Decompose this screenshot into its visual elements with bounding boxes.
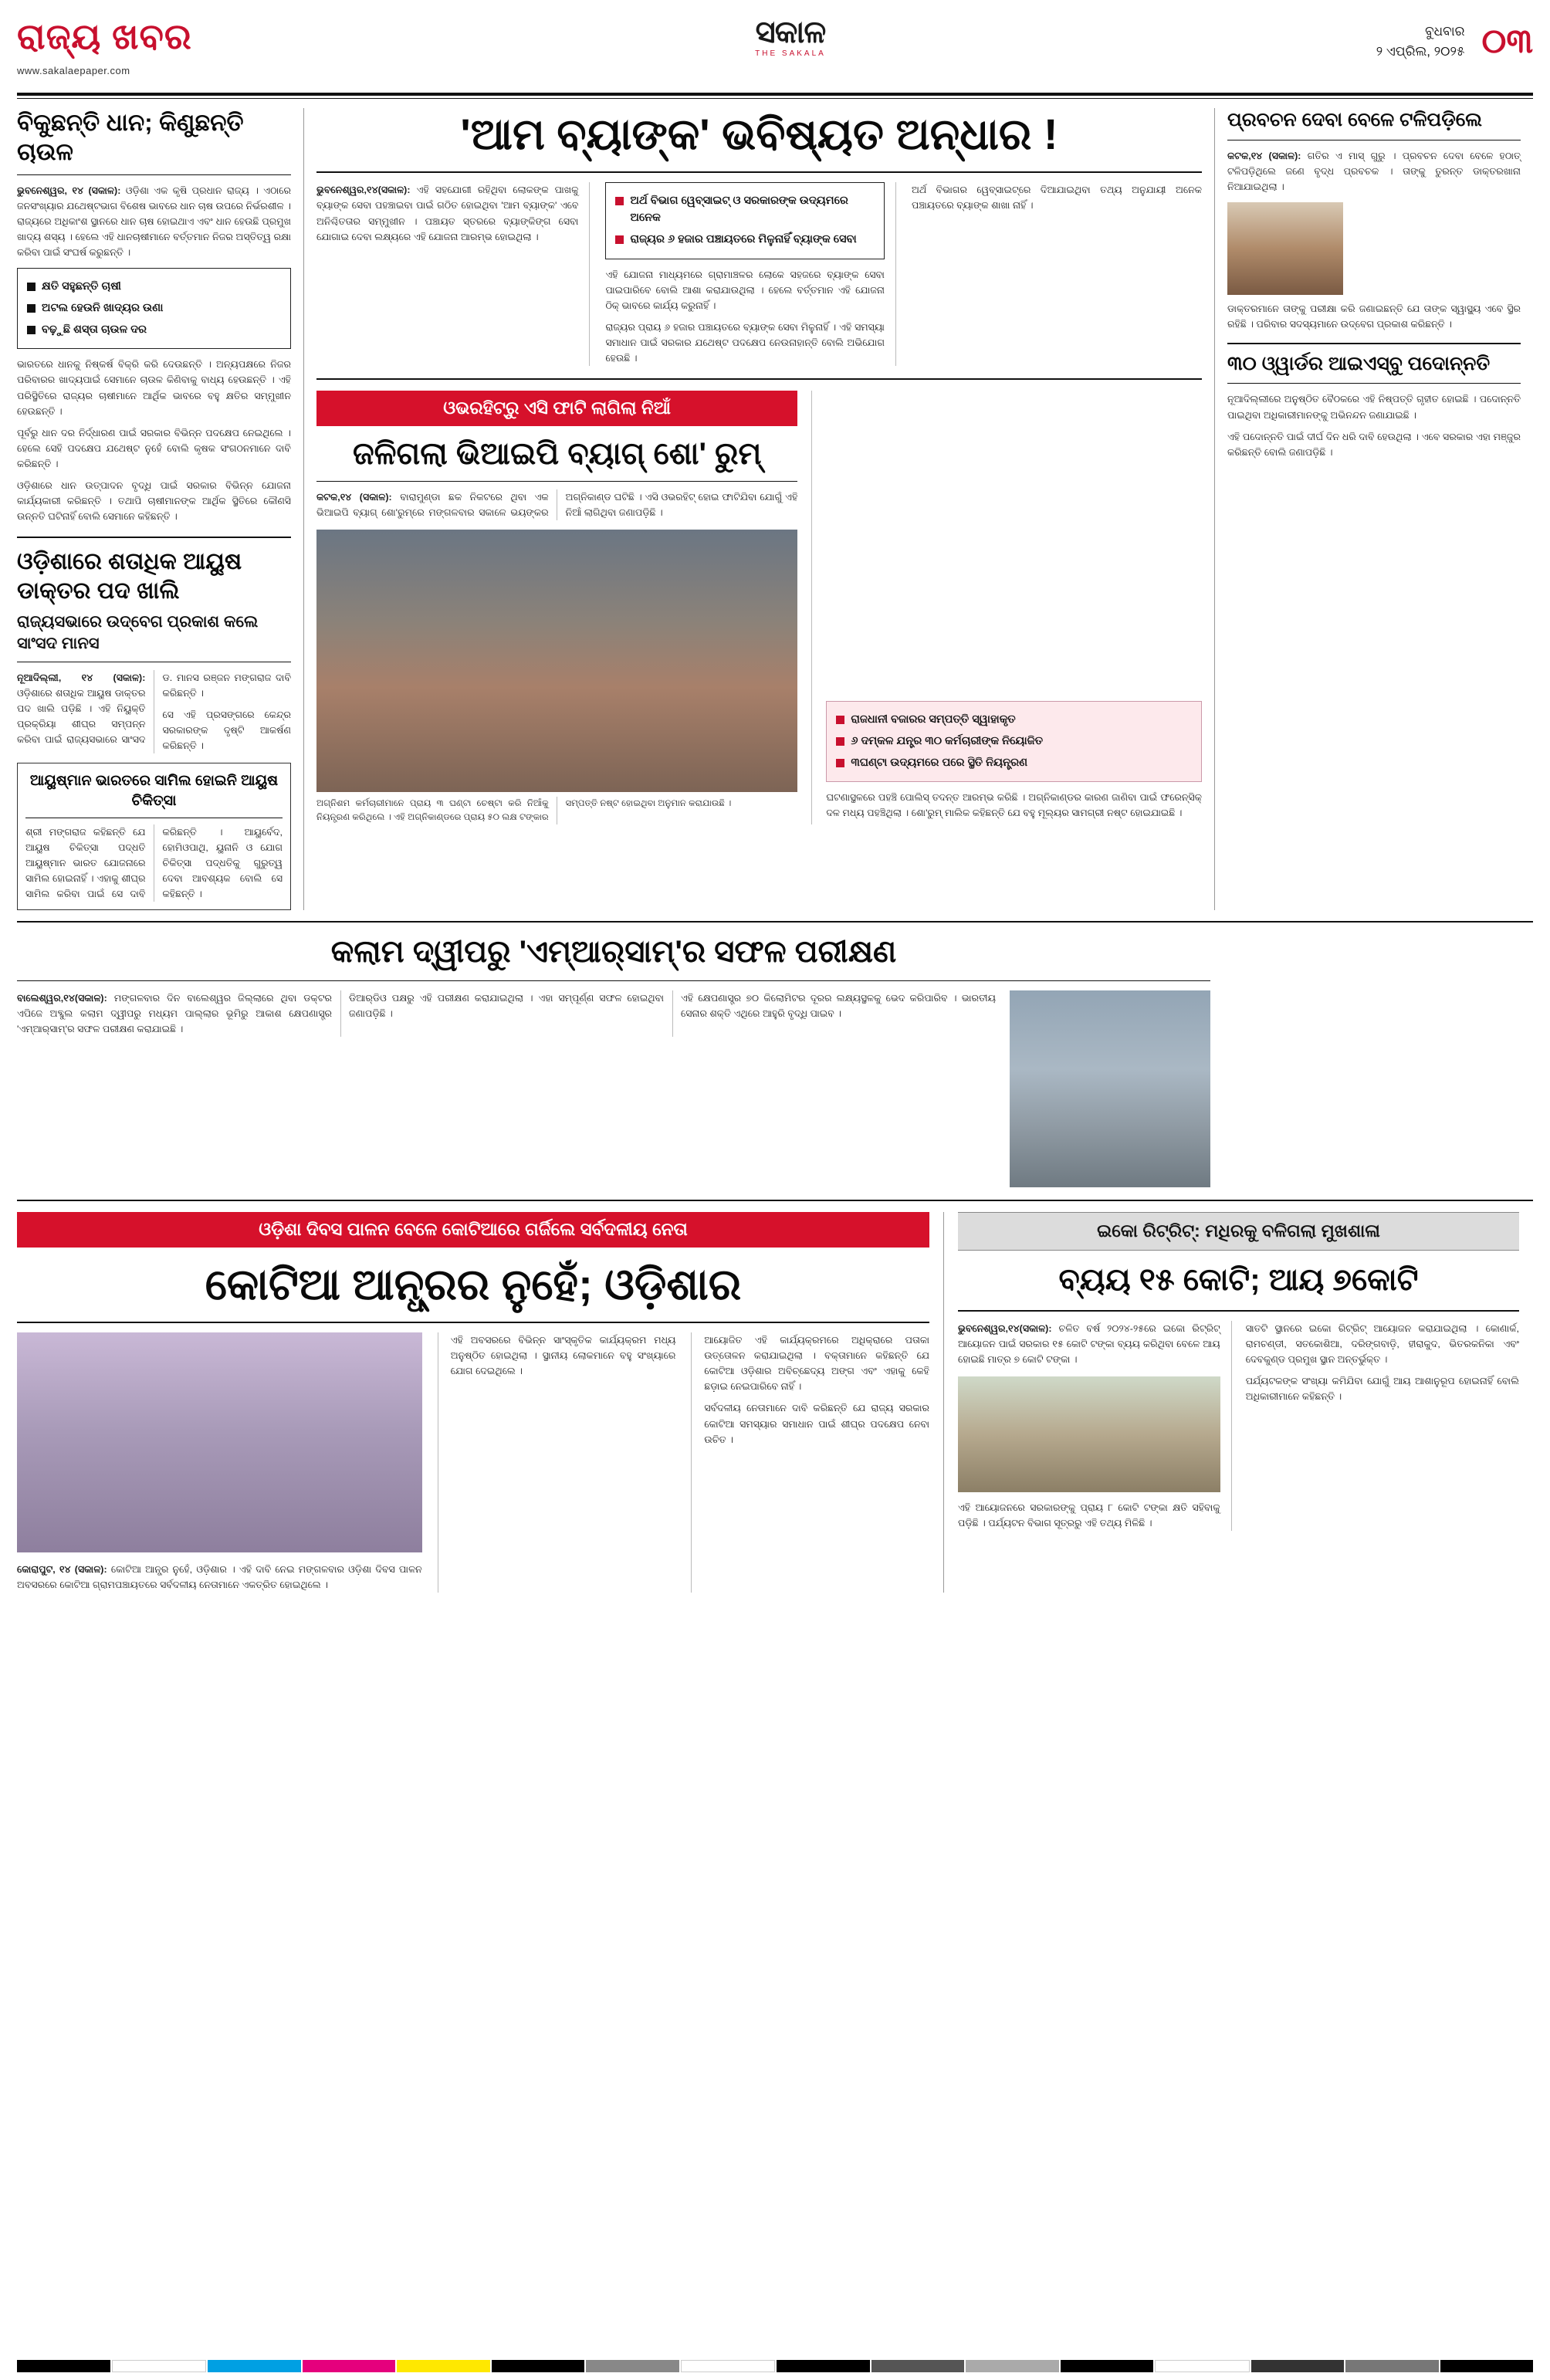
col1-byline: ଭୁବନେଶ୍ୱର, ୧୪ (ସକାଳ):	[17, 185, 121, 196]
bullet-label: ଅଟଲ ହେଉନି ଖାଦ୍ୟର ଉଣା	[42, 301, 164, 314]
fire-caption: ଅଗ୍ନିଶମ କର୍ମଚାରୀମାନେ ପ୍ରାୟ ୩ ଘଣ୍ଟା ଚେଷ୍ଟା କରି ନିଆଁକୁ ନିୟନ୍ତ୍ରଣ କରିଥିଲେ । ଏହି ଅଗ୍ନିକାଣ୍ଡରେ ପ୍ରାୟ ୫୦ ଲକ୍ଷ ଟଙ୍କାର ସମ୍ପତ୍ତି ନଷ୍ଟ ହୋଇଥିବା ଅନୁମାନ କରାଯାଉଛି ।	[316, 798, 732, 822]
main-para3: ରାଜ୍ୟର ପ୍ରାୟ ୬ ହଜାର ପଞ୍ଚାୟତରେ ବ୍ୟାଙ୍କ ସେବା ମିଳୁନାହିଁ । ଏହି ସମସ୍ୟା ସମାଧାନ ପାଇଁ ସରକାର ଯଥେଷ୍ଟ ପଦକ୍ଷେପ ନେଉନାହାନ୍ତି ବୋଲି ଅଭିଯୋଗ ହେଉଛି ।	[605, 321, 885, 364]
color-bar	[112, 2360, 207, 2372]
bottom-left-row	[17, 1332, 929, 1593]
bottom-right-col1	[958, 1321, 1232, 1531]
color-bar	[966, 2360, 1059, 2372]
missile-para1: ମଙ୍ଗଳବାର ଦିନ ବାଲେଶ୍ୱର ଜିଲ୍ଲାରେ ଥିବା ଡକ୍ଟର ଏପିଜେ ଅବ୍ଦୁଲ କଲାମ ଦ୍ୱୀପରୁ ମଧ୍ୟମ ପାଲ୍ଲାର ଭୂମିରୁ ଆକାଶ କ୍ଷେପଣାସ୍ତ୍ର 'ଏମ୍‌ଆର୍‌ସାମ୍‌'ର ସଫଳ ପରୀକ୍ଷଣ କରାଯାଇଛି ।	[17, 992, 332, 1035]
divider	[17, 1200, 1533, 1201]
masthead-left	[17, 14, 357, 76]
main-lead	[316, 182, 578, 244]
col1-lead	[17, 183, 291, 260]
bottom-right-headline[interactable]: ବ୍ୟୟ ୧୫ କୋଟି; ଆୟ ୭କୋଟି	[1058, 1262, 1419, 1297]
col1-sub-byline: ନୂଆଦିଲ୍ଲୀ, ୧୪ (ସକାଳ):	[17, 672, 146, 683]
divider	[316, 378, 1202, 380]
missile-paras	[17, 990, 996, 1037]
color-bar	[1440, 2360, 1534, 2372]
fire-left	[316, 391, 812, 824]
bullet-label: ରାଜ୍ୟର ୬ ହଜାର ପଞ୍ଚାୟତରେ ମିଳୁନାହିଁ ବ୍ୟାଙ୍କ ସେବା	[630, 232, 857, 245]
masthead-right	[1224, 14, 1533, 61]
col3-para2: ଡାକ୍ତରମାନେ ତାଙ୍କୁ ପରୀକ୍ଷା କରି ଜଣାଇଛନ୍ତି ଯେ ତାଙ୍କ ସ୍ୱାସ୍ଥ୍ୟ ଏବେ ସ୍ଥିର ରହିଛି । ପରିବାର ସଦସ୍ୟମାନେ ଉଦ୍‌ବେଗ ପ୍ରକାଶ କରିଛନ୍ତି ।	[1227, 303, 1521, 330]
col1-sub-headline[interactable]: ଓଡ଼ିଶାରେ ଶତାଧିକ ଆୟୁଷ ଡାକ୍ତର ପଦ ଖାଲି	[17, 549, 242, 604]
divider	[958, 1310, 1519, 1312]
date-weekday: ବୁଧବାର	[1425, 24, 1465, 39]
color-bar	[586, 2360, 679, 2372]
bottom-section	[17, 1212, 1533, 1593]
right-column	[1215, 108, 1521, 910]
left-column	[17, 108, 304, 910]
col3-headline1[interactable]: ପ୍ରବଚନ ଦେବା ବେଳେ ଟଳିପଡ଼ିଲେ	[1227, 109, 1483, 130]
bottom-right	[943, 1212, 1519, 1593]
bottom-left-headline[interactable]: କୋଟିଆ ଆନ୍ଧ୍ରର ନୁହେଁ; ଓଡ଼ିଶାର	[205, 1259, 742, 1308]
main-bullet-box	[605, 182, 885, 259]
square-bullet-icon	[836, 737, 844, 746]
fire-headline[interactable]: ଜଳିଗଲା ଭିଆଇପି ବ୍ୟାଗ୍‌ ଶୋ' ରୁମ୍‌	[352, 437, 762, 472]
divider	[316, 481, 797, 482]
bottom-left-para1: କୋଟିଆ ଆନ୍ଧ୍ର ନୁହେଁ, ଓଡ଼ିଶାର । ଏହି ଦାବି ନେଇ ମଙ୍ଗଳବାର ଓଡ଼ିଶା ଦିବସ ପାଳନ ଅବସରରେ କୋଟିଆ ଗ୍ରାମପଞ୍ଚାୟତରେ ସର୍ବଦଳୀୟ ନେତାମାନେ ଏକତ୍ରିତ ହୋଇଥିଲେ ।	[17, 1564, 422, 1591]
main-col-c	[912, 182, 1202, 366]
fire-redbar: ଓଭରହିଟ୍‌ରୁ ଏସି ଫାଟି ଲାଗିଲା ନିଆଁ	[316, 391, 797, 426]
main-story-columns	[316, 182, 1202, 366]
color-bar	[492, 2360, 585, 2372]
fire-bullet-box	[826, 701, 1202, 782]
col1-para3: ପୂର୍ବରୁ ଧାନ ଦର ନିର୍ଦ୍ଧାରଣ ପାଇଁ ସରକାର ବିଭିନ୍ନ ପଦକ୍ଷେପ ନେଇଥିଲେ । ହେଲେ ସେହି ପଦକ୍ଷେପ ଯଥେଷ୍ଟ ନୁହେଁ ବୋଲି କୃଷକ ସଂଗଠନମାନେ ଦାବି କରିଛନ୍ତି ।	[17, 427, 291, 469]
color-bar	[397, 2360, 490, 2372]
bottom-right-graybar: ଇକୋ ରିଟ୍ରିଟ୍‌: ମଧିରକୁ ବଳିଗଲା ମୁଖଶାଳା	[958, 1212, 1519, 1251]
bottom-right-para3: ସାତଟି ସ୍ଥାନରେ ଇକୋ ରିଟ୍ରିଟ୍‌ ଆୟୋଜନ କରାଯାଇଥିଲା । କୋଣାର୍କ, ରାମଚଣ୍ଡୀ, ସତକୋଶିଆ, ଦରିଙ୍ଗବାଡ଼ି, ହୀରାକୁଦ, ଭିତରକନିକା ଏବଂ ଦେବକୁଣ୍ଡ ପ୍ରମୁଖ ସ୍ଥାନ ଅନ୍ତର୍ଭୁକ୍ତ ।	[1245, 1322, 1519, 1365]
col1-para4: ଓଡ଼ିଶାରେ ଧାନ ଉତ୍ପାଦନ ବୃଦ୍ଧି ପାଇଁ ସରକାର ବିଭିନ୍ନ ଯୋଜନା କାର୍ଯ୍ୟକାରୀ କରିଛନ୍ତି । ତଥାପି ଚାଷୀମାନଙ୍କ ଆର୍ଥିକ ସ୍ଥିତିରେ କୌଣସି ଉନ୍ନତି ଘଟିନାହିଁ ବୋଲି ସେମାନେ କହିଛନ୍ତି ।	[17, 480, 291, 523]
color-bar	[17, 2360, 110, 2372]
bullet-label: ୬ ଦମ୍କଳ ଯନ୍ତ୍ର ୩୦ କର୍ମଚାରୀଙ୍କ ନିୟୋଜିତ	[851, 734, 1044, 747]
main-para1: ଏହି ସହଯୋଗୀ ରହିଥିବା ଲୋକଙ୍କ ପାଖକୁ ବ୍ୟାଙ୍କ ସେବା ପହଞ୍ଚାଇବା ପାଇଁ ଗଠିତ ହୋଇଥିବା 'ଆମ ବ୍ୟାଙ୍କ' ଏବେ ଅନିଶ୍ଚିତତାର ସମ୍ମୁଖୀନ । ପଞ୍ଚାୟତ ସ୍ତରରେ ବ୍ୟାଙ୍କିଙ୍ଗ ସେବା ଯୋଗାଇ ଦେବା ଲକ୍ଷ୍ୟରେ ଏହି ଯୋଜନା ଆରମ୍ଭ ହୋଇଥିଲା ।	[316, 185, 579, 242]
main-para2: ଏହି ଯୋଜନା ମାଧ୍ୟମରେ ଗ୍ରାମାଞ୍ଚଳର ଲୋକେ ସହଜରେ ବ୍ୟାଙ୍କ ସେବା ପାଇପାରିବେ ବୋଲି ଆଶା କରାଯାଉଥିଲା । ହେଲେ ବର୍ତ୍ତମାନ ଏହି ଯୋଜନା ଠିକ୍‌ ଭାବରେ କାର୍ଯ୍ୟ କରୁନାହିଁ ।	[605, 269, 885, 311]
website-url[interactable]: www.sakalaepaper.com	[17, 65, 130, 76]
fire-para2: ଘଟଣାସ୍ଥଳରେ ପହଞ୍ଚି ପୋଲିସ୍‌ ତଦନ୍ତ ଆରମ୍ଭ କରିଛି । ଅଗ୍ନିକାଣ୍ଡର କାରଣ ଜାଣିବା ପାଇଁ ଫରେନ୍‌ସିକ୍‌ ଦଳ ମଧ୍ୟ ପହଞ୍ଚିଥିଲା । ଶୋ'ରୁମ୍‌ ମାଲିକ କହିଛନ୍ତି ଯେ ବହୁ ମୂଲ୍ୟର ସାମଗ୍ରୀ ନଷ୍ଟ ହୋଇଯାଇଛି ।	[826, 792, 1202, 819]
square-bullet-icon	[836, 759, 844, 767]
bottom-left-col2	[438, 1332, 676, 1593]
col3-lead	[1227, 148, 1521, 195]
color-bar	[303, 2360, 396, 2372]
main-byline: ଭୁବନେଶ୍ୱର,୧୪(ସକାଳ):	[316, 185, 411, 196]
center-column	[304, 108, 1215, 910]
masthead-rule-thin	[17, 98, 1533, 99]
kotia-stage-photo	[17, 1332, 422, 1552]
col1-sub-para2: ସେ ଏହି ପ୍ରସଙ୍ଗରେ କେନ୍ଦ୍ର ସରକାରଙ୍କ ଦୃଷ୍ଟି ଆକର୍ଷଣ କରିଛନ୍ତି ।	[162, 709, 291, 752]
divider	[17, 1322, 929, 1323]
missile-left	[17, 933, 1224, 1187]
col3-para1: ଗତିର ଏ ମାସ୍‌ ଗୁରୁ । ପ୍ରବଚନ ଦେବା ବେଳେ ହଠାତ୍‌ ଟଳିପଡ଼ିଥିଲେ ଜଣେ ବୃଦ୍ଧ ପ୍ରବଚକ । ତାଙ୍କୁ ତୁରନ୍ତ ଡାକ୍ତରଖାନା ନିଆଯାଇଥିଲା ।	[1227, 150, 1521, 192]
bottom-right-para2: ଏହି ଆୟୋଜନରେ ସରକାରଙ୍କୁ ପ୍ରାୟ ୮ କୋଟି ଟଙ୍କା କ୍ଷତି ସହିବାକୁ ପଡ଼ିଛି । ପର୍ଯ୍ୟଟନ ବିଭାଗ ସୂତ୍ରରୁ ଏହି ତଥ୍ୟ ମିଳିଛି ।	[958, 1501, 1220, 1529]
missile-photo	[1010, 990, 1210, 1187]
divider	[17, 980, 1210, 981]
eco-retreat-photo	[958, 1376, 1220, 1492]
bullet-item	[836, 753, 1192, 774]
missile-text	[17, 990, 996, 1187]
fire-para1: ବାରାମୁଣ୍ଡା ଛକ ନିକଟରେ ଥିବା ଏକ ଭିଆଇପି ବ୍ୟାଗ୍‌ ଶୋ'ରୁମ୍‌ରେ ମଙ୍ଗଳବାର ସକାଳେ ଭୟଙ୍କର ଅଗ୍ନିକାଣ୍ଡ ଘଟିଛି । ଏସି ଓଭରହିଟ୍‌ ହୋଇ ଫାଟିଯିବା ଯୋଗୁଁ ଏହି ନିଆଁ ଲାଗିଥିବା ଜଣାପଡ଼ିଛି ।	[316, 491, 798, 518]
color-bar	[1155, 2360, 1250, 2372]
color-bar	[871, 2360, 965, 2372]
fire-byline: କଟକ,୧୪ (ସକାଳ):	[316, 491, 392, 503]
col1-sub-body	[17, 670, 291, 753]
col3-para4: ଏହି ପଦୋନ୍ନତି ପାଇଁ ଦୀର୍ଘ ଦିନ ଧରି ଦାବି ହେଉଥିଲା । ଏବେ ସରକାର ଏହା ମଞ୍ଜୁର କରିଛନ୍ତି ବୋଲି ଜଣାପଡ଼ିଛି ।	[1227, 431, 1521, 458]
bullet-label: ରାଜଧାନୀ ବଜାରର ସମ୍ପତ୍ତି ସ୍ୱାହାକୃତ	[851, 713, 1016, 726]
bottom-left-col3	[691, 1332, 929, 1593]
ayush-box-title: ଆୟୁଷ୍ମାନ ଭାରତରେ ସାମିଲ ହୋଇନି ଆୟୁଷ ଚିକିତ୍ସା	[29, 773, 279, 809]
square-bullet-icon	[615, 235, 624, 244]
paper-logo: ସକାଳ	[755, 15, 826, 49]
color-bar	[681, 2360, 776, 2372]
paper-logo-subtitle: THE SAKALA	[755, 49, 826, 58]
fire-story	[316, 391, 1202, 824]
col1-bullet-box	[17, 268, 291, 349]
color-bar	[208, 2360, 301, 2372]
divider	[316, 171, 1202, 173]
main-col-b	[605, 182, 896, 366]
bullet-label: ୩ଘଣ୍ଟା ଉଦ୍ୟମରେ ପରେ ସ୍ଥିତି ନିୟନ୍ତ୍ରଣ	[851, 756, 1028, 769]
fire-right	[812, 391, 1202, 824]
square-bullet-icon	[836, 716, 844, 724]
ayush-box-text: ଶ୍ରୀ ମଙ୍ଗରାଜ କହିଛନ୍ତି ଯେ ଆୟୁଷ ଚିକିତ୍ସା ପଦ୍ଧତି ଆୟୁଷ୍ମାନ ଭାରତ ଯୋଜନାରେ ସାମିଲ ହୋଇନାହିଁ । ଏହାକୁ ଶୀଘ୍ର ସାମିଲ କରିବା ପାଇଁ ସେ ଦାବି କରିଛନ୍ତି । ଆୟୁର୍ବେଦ, ହୋମିଓପାଥି, ୟୁନାନି ଓ ଯୋଗ ଚିକିତ୍ସା ପଦ୍ଧତିକୁ ଗୁରୁତ୍ୱ ଦେବା ଆବଶ୍ୟକ ବୋଲି ସେ କହିଛନ୍ତି ।	[25, 826, 283, 899]
section-title: ରାଜ୍ୟ ଖବର	[17, 16, 192, 56]
missile-section	[17, 933, 1533, 1187]
masthead-rule-thick	[17, 93, 1533, 96]
missile-headline[interactable]: କଲାମ ଦ୍ୱୀପରୁ 'ଏମ୍‌ଆର୍‌ସାମ୍‌'ର ସଫଳ ପରୀକ୍ଷଣ	[330, 935, 897, 970]
divider	[17, 537, 291, 538]
masthead-logo-block	[357, 14, 1224, 58]
divider	[1227, 343, 1521, 344]
divider	[1227, 383, 1521, 384]
bottom-left-para2: ଆୟୋଜିତ ଏହି କାର୍ଯ୍ୟକ୍ରମରେ ଅଧିକ୍ରାରେ ପତାକା ଉତ୍ତୋଳନ କରାଯାଇଥିଲା । ବକ୍ତାମାନେ କହିଛନ୍ତି ଯେ କୋଟିଆ ଓଡ଼ିଶାର ଅବିଚ୍ଛେଦ୍ୟ ଅଙ୍ଗ ଏବଂ ଏହାକୁ କେହି ଛଡ଼ାଇ ନେଇପାରିବେ ନାହିଁ ।	[704, 1335, 929, 1393]
bottom-right-lead	[958, 1321, 1220, 1367]
square-bullet-icon	[27, 283, 36, 291]
col1-para2: ଭାରତରେ ଧାନକୁ ନିଷ୍କର୍ଷ ବିକ୍ରି କରି ଦେଉଛନ୍ତି । ଅନ୍ୟପକ୍ଷରେ ନିଜର ପରିବାରର ଖାଦ୍ୟପାଇଁ ସେମାନେ ଚାଉଳ କିଣିବାକୁ ବାଧ୍ୟ ହେଉଛନ୍ତି । ଏହି ପରିସ୍ଥିତିରେ ରାଜ୍ୟର ଚାଷୀମାନେ ଆର୍ଥିକ ଭାବରେ ବହୁ କ୍ଷତିର ସମ୍ମୁଖୀନ ହେଉଛନ୍ତି ।	[17, 359, 291, 417]
color-bar	[777, 2360, 870, 2372]
col3-person-photo	[1227, 202, 1343, 295]
color-bar	[1345, 2360, 1439, 2372]
missile-byline: ବାଲେଶ୍ୱର,୧୪(ସକାଳ):	[17, 992, 107, 1004]
main-col-a	[316, 182, 590, 366]
bottom-right-para4: ପର୍ଯ୍ୟଟକଙ୍କ ସଂଖ୍ୟା କମିଯିବା ଯୋଗୁଁ ଆୟ ଆଶାନୁରୂପ ହୋଇନାହିଁ ବୋଲି ଅଧିକାରୀମାନେ କହିଛନ୍ତି ।	[1245, 1375, 1519, 1402]
bottom-left-redbar: ଓଡ଼ିଶା ଦିବସ ପାଳନ ବେଳେ କୋଟିଆରେ ଗର୍ଜିଲେ ସର୍ବଦଳୀୟ ନେତା	[17, 1212, 929, 1248]
col1-para1: ଓଡ଼ିଶା ଏକ କୃଷି ପ୍ରଧାନ ରାଜ୍ୟ । ଏଠାରେ ଜନସଂଖ୍ୟାର ଯଥେଷ୍ଟଭାଗ ବିଶେଷ ଭାବରେ ଧାନ ଚାଷ ଉପରେ ନିର୍ଭରଶୀଳ । ରାଜ୍ୟରେ ଅଧିକାଂଶ ସ୍ଥାନରେ ଧାନ ଚାଷ ହୋଇଥାଏ ଏବଂ ଧାନ ହେଉଛି ପ୍ରମୁଖ ଖାଦ୍ୟ ଶସ୍ୟ । ହେଲେ ଏହି ଧାନଚାଷୀମାନେ ବର୍ତ୍ତମାନ ନିଜର ଅସ୍ତିତ୍ୱ ରକ୍ଷା କରିବା ପାଇଁ ସଂଘର୍ଷ କରୁଛନ୍ତି ।	[17, 185, 291, 258]
publication-date	[1376, 22, 1465, 61]
col3-headline2[interactable]: ୩୦ ଓ୍ୱାର୍ଡର ଆଇଏସ୍‌ବୁ ପଦୋନ୍ନତି	[1227, 352, 1491, 374]
bottom-right-byline: ଭୁବନେଶ୍ୱର,୧୪(ସକାଳ):	[958, 1322, 1052, 1334]
bullet-item	[27, 276, 281, 298]
page-number: ୦୩	[1481, 22, 1533, 60]
bullet-label: ଅର୍ଥ ବିଭାଗ ୱେବ୍‌ସାଇଟ୍‌ ଓ ସରକାରଙ୍କ ଉଦ୍ୟମରେ ଅନେକ	[630, 195, 848, 225]
col1-headline[interactable]: ବିକୁଛନ୍ତି ଧାନ; କିଣୁଛନ୍ତି ଚାଉଳ	[17, 109, 244, 165]
bottom-left-byline: କୋରାପୁଟ, ୧୪ (ସକାଳ):	[17, 1564, 107, 1576]
bullet-item	[615, 191, 875, 229]
bottom-right-para1: ଚଳିତ ବର୍ଷ ୨୦୨୪-୨୫ରେ ଇକୋ ରିଟ୍ରିଟ୍‌ ଆୟୋଜନ ପାଇଁ ସରକାର ୧୫ କୋଟି ଟଙ୍କା ବ୍ୟୟ କରିଥିବା ବେଳେ ଆୟ ହୋଇଛି ମାତ୍ର ୭ କୋଟି ଟଙ୍କା ।	[958, 1322, 1220, 1365]
col1-sub-headline2: ରାଜ୍ୟସଭାରେ ଉଦ୍‌ବେଗ ପ୍ରକାଶ କଲେ ସାଂସଦ ମାନସ	[17, 613, 259, 652]
square-bullet-icon	[27, 304, 36, 313]
color-bar	[1061, 2360, 1154, 2372]
missile-para3: ଏହି କ୍ଷେପଣାସ୍ତ୍ର ୭୦ କିଲୋମିଟର ଦୂରର ଲକ୍ଷ୍ୟସ୍ଥଳକୁ ଭେଦ କରିପାରିବ । ଭାରତୀୟ ସେନାର ଶକ୍ତି ଏଥିରେ ଆହୁରି ବୃଦ୍ଧି ପାଇବ ।	[681, 992, 996, 1019]
col3-para3: ନୂଆଦିଲ୍ଲୀରେ ଅନୁଷ୍ଠିତ ବୈଠକରେ ଏହି ନିଷ୍ପତ୍ତି ଗୃହୀତ ହୋଇଛି । ପଦୋନ୍ନତି ପାଇଥିବା ଅଧିକାରୀମାନଙ୍କୁ ଅଭିନନ୍ଦନ ଜଣାଯାଇଛି ।	[1227, 394, 1521, 421]
bottom-left-para4: ସର୍ବଦଳୀୟ ନେତାମାନେ ଦାବି କରିଛନ୍ତି ଯେ ରାଜ୍ୟ ସରକାର କୋଟିଆ ସମସ୍ୟାର ସମାଧାନ ପାଇଁ ଶୀଘ୍ର ପଦକ୍ଷେପ ନେବା ଉଚିତ ।	[704, 1403, 929, 1445]
bullet-item	[27, 298, 281, 320]
main-para4: ଅର୍ଥ ବିଭାଗର ୱେବ୍‌ସାଇଟ୍‌ରେ ଦିଆଯାଇଥିବା ତଥ୍ୟ ଅନୁଯାୟୀ ଅନେକ ପଞ୍ଚାୟତରେ ବ୍ୟାଙ୍କ ଶାଖା ନାହିଁ ।	[911, 185, 1202, 212]
main-headline[interactable]: 'ଆମ ବ୍ୟାଙ୍କ' ଭବିଷ୍ୟତ ଅନ୍ଧାର !	[460, 110, 1058, 158]
top-section	[17, 108, 1533, 910]
divider	[17, 921, 1533, 923]
fire-lead	[316, 489, 797, 520]
ayush-inner-box	[17, 763, 291, 910]
bottom-left	[17, 1212, 943, 1593]
bottom-right-col2	[1246, 1321, 1519, 1531]
masthead	[17, 14, 1533, 88]
bullet-label: ବଢ଼ୁଛି ଶସ୍ତା ଚାଉଳ ଦର	[42, 323, 147, 336]
registration-color-bars	[17, 2360, 1533, 2372]
col3-byline: କଟକ,୧୪ (ସକାଳ):	[1227, 150, 1301, 161]
bottom-right-row	[958, 1321, 1519, 1531]
bullet-label: କ୍ଷତି ସହୁଛନ୍ତି ଚାଷୀ	[42, 280, 121, 293]
missile-body-row	[17, 990, 1210, 1187]
fire-photo	[316, 530, 797, 792]
color-bar	[1251, 2360, 1345, 2372]
square-bullet-icon	[27, 326, 36, 334]
date-full: ୨ ଏପ୍ରିଲ, ୨୦୨୫	[1376, 43, 1465, 59]
bullet-item	[615, 229, 875, 251]
bottom-left-lead	[17, 1562, 422, 1593]
missile-photo-wrap	[1010, 990, 1210, 1187]
bottom-left-para3: ଏହି ଅବସରରେ ବିଭିନ୍ନ ସାଂସ୍କୃତିକ କାର୍ଯ୍ୟକ୍ରମ ମଧ୍ୟ ଅନୁଷ୍ଠିତ ହୋଇଥିଲା । ସ୍ଥାନୀୟ ଲୋକମାନେ ବହୁ ସଂଖ୍ୟାରେ ଯୋଗ ଦେଇଥିଲେ ।	[450, 1335, 676, 1377]
bullet-item	[836, 709, 1192, 731]
bottom-left-photo-wrap	[17, 1332, 422, 1593]
missile-para2: ଡିଆର୍‌ଡିଓ ପକ୍ଷରୁ ଏହି ପରୀକ୍ଷଣ କରାଯାଇଥିଲା । ଏହା ସମ୍ପୂର୍ଣ୍ଣ ସଫଳ ହୋଇଥିବା ଜଣାପଡ଼ିଛି ।	[349, 992, 664, 1019]
bullet-item	[836, 731, 1192, 753]
square-bullet-icon	[615, 197, 624, 205]
col1-sub-para1: ଓଡ଼ିଶାରେ ଶତାଧିକ ଆୟୁଷ ଡାକ୍ତର ପଦ ଖାଲି ପଡ଼ିଛି । ଏହି ନିୟୁକ୍ତି ପ୍ରକ୍ରିୟା ଶୀଘ୍ର ସମ୍ପନ୍ନ କରିବା ପାଇଁ ରାଜ୍ୟସଭାରେ ସାଂସଦ ଡ. ମାନସ ରଞ୍ଜନ ମଙ୍ଗରାଜ ଦାବି କରିଛନ୍ତି ।	[17, 672, 291, 746]
divider	[17, 174, 291, 175]
bullet-item	[27, 320, 281, 341]
